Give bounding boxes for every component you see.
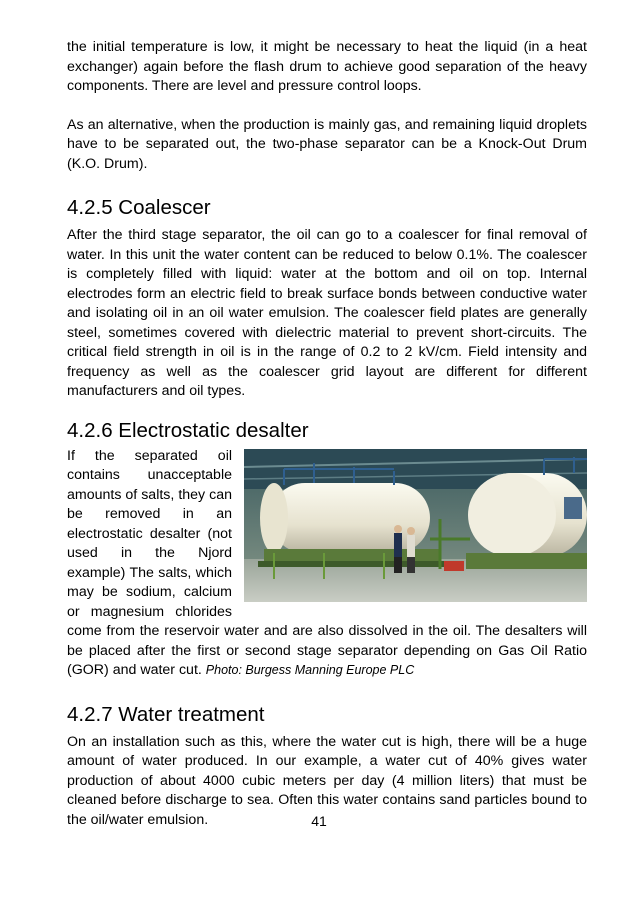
document-page (67, 38, 587, 830)
desalter-section (67, 447, 587, 681)
heading-electrostatic-desalter: 4.2.6 Electrostatic desalter (67, 418, 309, 442)
heading-water-treatment: 4.2.7 Water treatment (67, 702, 265, 726)
photo-credit: Photo: Burgess Manning Europe PLC (205, 663, 415, 677)
paragraph-knockout-drum: As an alternative, when the production is mainly gas, and remaining liquid droplets have to be separated out, the two-phase separator can be a Knock-Out Drum (K.O. Drum). (67, 116, 587, 172)
paragraph-desalter: If the separated oil contains unacceptable amounts of salts, they can be removed in an electrostatic desalter (not used in the Njord example) The salts, which may be sodium, calcium or magnesium chlorides come from the reservoir water and are also dissolved in the oil. The desalters will be placed after the first or second stage separator depending on Gas Oil Ratio (GOR) and water cut. Photo: Burgess Manning Europe PLC (67, 447, 587, 678)
paragraph-coalescer: After the third stage separator, the oil can go to a coalescer for final removal of water. In this unit the water content can be reduced to below 0.1%. The coalescer is completely filled with liquid: water at the bottom and oil on top. Internal electrodes form an electric field to break surface bonds between conductive water and isolating oil in an oil water emulsion. The coalescer field plates are generally steel, sometimes covered with dielectric material to prevent short-circuits. The critical field strength in oil is in the range of 0.2 to 2 kV/cm. Field intensity and frequency as well as the coalescer grid layout are different for different manufacturers and oil types. (67, 227, 587, 399)
desalter-photo (244, 449, 587, 602)
desalter-photo-image (244, 449, 587, 602)
page-number: 41 (311, 813, 327, 829)
paragraph-flash-drum: the initial temperature is low, it might be necessary to heat the liquid (in a heat exchanger) again before the flash drum to achieve good separation of the heavy components. There are level and pressure control loops. (67, 39, 587, 94)
heading-coalescer: 4.2.5 Coalescer (67, 196, 211, 219)
paragraph-water-treatment: On an installation such as this, where the water cut is high, there will be a huge amount of water produced. In our example, a water cut of 40% gives water production of about 4000 cubic meters per day (4 million liters) that must be cleaned before discharge to sea. Often this water contains sand particles bound to the oil/water emulsion. (67, 733, 587, 828)
